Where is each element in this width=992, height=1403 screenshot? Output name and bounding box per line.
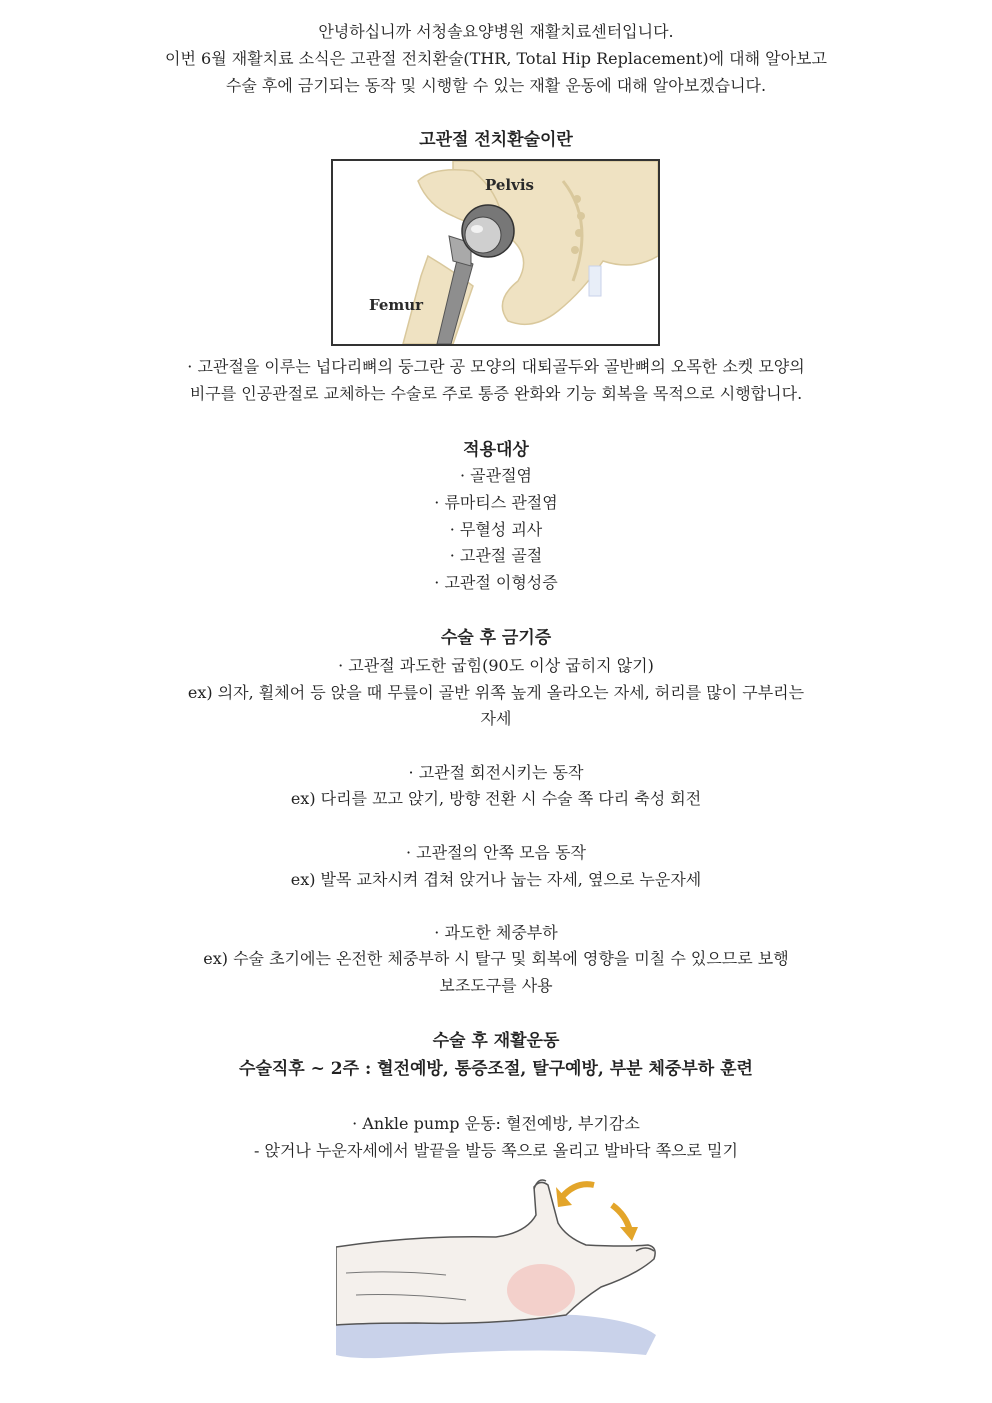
thr-heading: 고관절 전치환술이란 — [419, 130, 573, 150]
contraindication-1-example-cont: 자세 — [480, 709, 512, 728]
contraindication-4-example: ex) 수술 초기에는 온전한 체중부하 시 탈구 및 회복에 영향을 미칠 수 있으므로 보행 — [203, 949, 789, 968]
intro-line-3: 수술 후에 금기되는 동작 및 시행할 수 있는 재활 운동에 대해 알아보겠습니다. — [225, 76, 767, 95]
ankle-pump-figure — [336, 1175, 666, 1365]
contraindication-3-title: · 고관절의 안쪽 모음 동작 — [406, 843, 586, 862]
contraindication-1-example: ex) 의자, 휠체어 등 앉을 때 무릎이 골반 위쪽 높게 올라오는 자세, 허리를 많이 구부리는 — [187, 683, 805, 702]
femur-label: Femur — [369, 296, 424, 314]
indication-item: · 고관절 골절 — [449, 546, 543, 565]
indications-heading: 적용대상 — [463, 440, 529, 460]
indication-item: · 고관절 이형성증 — [434, 573, 558, 592]
hip-replacement-illustration — [333, 161, 658, 344]
contraindication-1-title: · 고관절 과도한 굽힘(90도 이상 굽히지 않기) — [338, 656, 654, 675]
ankle-pump-illustration — [336, 1175, 666, 1365]
contraindication-2-title: · 고관절 회전시키는 동작 — [408, 763, 584, 782]
contraindication-2-example: ex) 다리를 꼬고 앉기, 방향 전환 시 수술 쪽 다리 축성 회전 — [290, 789, 702, 808]
contraindication-3-example: ex) 발목 교차시켜 겹쳐 앉거나 눕는 자세, 옆으로 누운자세 — [290, 870, 702, 889]
indication-item: · 골관절염 — [460, 466, 532, 485]
exercise-description: - 앉거나 누운자세에서 발끝을 발등 쪽으로 올리고 발바닥 쪽으로 밀기 — [254, 1141, 738, 1160]
contraindication-4-example-cont: 보조도구를 사용 — [439, 976, 553, 995]
rehab-heading: 수술 후 재활운동 — [432, 1031, 560, 1051]
pelvis-label: Pelvis — [485, 176, 534, 194]
thr-description-1: · 고관절을 이루는 넙다리뼈의 둥그란 공 모양의 대퇴골두와 골반뼈의 오목한 소켓 모양의 — [187, 357, 805, 376]
thr-description-2: 비구를 인공관절로 교체하는 수술로 주로 통증 완화와 기능 회복을 목적으로 시행합니다. — [189, 384, 803, 403]
indication-item: · 류마티스 관절염 — [434, 493, 558, 512]
intro-line-1: 안녕하십니까 서청솔요양병원 재활치료센터입니다. — [318, 22, 674, 41]
contraindication-4-title: · 과도한 체중부하 — [434, 923, 558, 942]
intro-line-2: 이번 6월 재활치료 소식은 고관절 전치환술(THR, Total Hip Replacement)에 대해 알아보고 — [165, 49, 827, 68]
rehab-phase: 수술직후 ~ 2주 : 혈전예방, 통증조절, 탈구예방, 부분 체중부하 훈련 — [239, 1059, 753, 1079]
hip-replacement-figure — [331, 159, 660, 346]
contraindications-heading: 수술 후 금기증 — [440, 628, 552, 648]
indication-item: · 무혈성 괴사 — [449, 520, 543, 539]
exercise-title: · Ankle pump 운동: 혈전예방, 부기감소 — [352, 1114, 640, 1133]
